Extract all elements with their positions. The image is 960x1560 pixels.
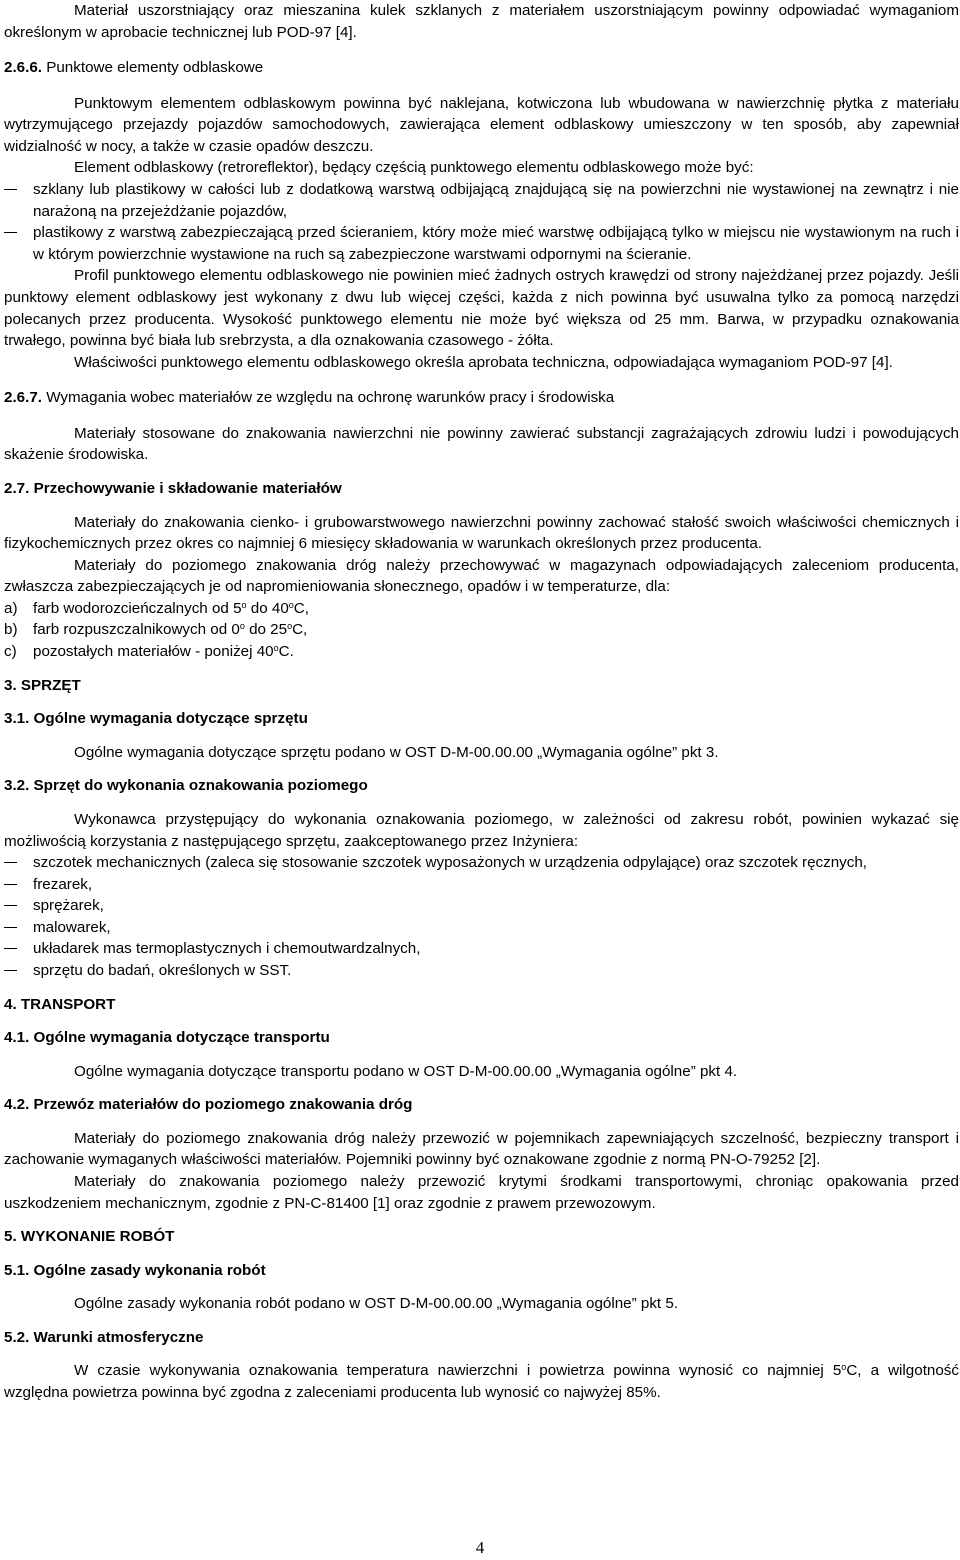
section-title: Przechowywanie i składowanie materiałów — [33, 479, 342, 497]
degree-sup: o — [287, 621, 293, 632]
section-number: 2.6.6. — [4, 59, 42, 77]
section-5-2-heading: 5.2. Warunki atmosferyczne — [4, 1328, 204, 1346]
paragraph: Materiały do poziomego znakowania dróg należy przechowywać w magazynach odpowiadających zaleceniom producenta, zwłaszcza zabezpieczających je od napromieniowania słonecznego, opadów i w temperaturze, dla: — [4, 556, 959, 596]
section-5-1-heading: 5.1. Ogólne zasady wykonania robót — [4, 1261, 266, 1279]
section-4-1-heading: 4.1. Ogólne wymagania dotyczące transportu — [4, 1029, 330, 1047]
page-number: 4 — [475, 1538, 485, 1557]
degree-sup: o — [241, 599, 247, 610]
temperature-list — [4, 598, 959, 663]
section-4-2-heading: 4.2. Przewóz materiałów do poziomego znakowania dróg — [4, 1096, 413, 1114]
list-marker: a) — [4, 599, 18, 617]
paragraph: Właściwości punktowego elementu odblaskowego określa aprobata techniczna, odpowiadająca wymaganiom POD-97 [4]. — [74, 353, 893, 371]
section-3-2-heading: 3.2. Sprzęt do wykonania oznakowania poziomego — [4, 777, 368, 795]
list-marker: c) — [4, 643, 17, 661]
list-item: sprzętu do badań, określonych w SST. — [4, 960, 959, 982]
paragraph: Ogólne wymagania dotyczące sprzętu podano w OST D-M-00.00.00 „Wymagania ogólne” pkt 3. — [74, 743, 719, 761]
paragraph-text: W czasie wykonywania oznakowania temperatura nawierzchni i powietrza powinna wynosić co najmniej 5 — [74, 1362, 842, 1380]
section-2-7-heading — [4, 478, 959, 500]
list-item: szczotek mechanicznych (zaleca się stosowanie szczotek wyposażonych w urządzenia odpylające) oraz szczotek ręcznych, — [4, 852, 959, 874]
list-marker: b) — [4, 621, 18, 639]
equipment-list — [4, 852, 959, 981]
list-text: farb rozpuszczalnikowych od 0 — [33, 621, 240, 639]
section-4-heading: 4. TRANSPORT — [4, 995, 116, 1013]
section-title: Punktowe elementy odblaskowe — [46, 59, 264, 77]
list-item: plastikowy z warstwą zabezpieczającą przed ścieraniem, który może mieć warstwę odbijającą tylko w miejscu nie wystawionym na ruch i w którym powierzchnie wystawione na ruch są zabezpieczone warstwami odpornymi na ścieranie. — [4, 222, 959, 265]
list-item — [4, 641, 959, 663]
paragraph: Materiały do poziomego znakowania dróg należy przewozić w pojemnikach zapewniających szczelność, bezpieczny transport i zachowanie wymaganych właściwości materiałów. Pojemniki powinny być oznakowane zgodnie z normą PN-O-79252 [2]. — [4, 1129, 959, 1169]
paragraph: Ogólne wymagania dotyczące transportu podano w OST D-M-00.00.00 „Wymagania ogólne” pkt 4. — [74, 1062, 738, 1080]
list-item: sprężarek, — [4, 895, 959, 917]
paragraph: Materiały stosowane do znakowania nawierzchni nie powinny zawierać substancji zagrażających zdrowiu ludzi i powodujących skażenie środowiska. — [4, 424, 959, 464]
dash-list — [4, 179, 959, 265]
paragraph: Materiały do znakowania poziomego należy przewozić krytymi środkami transportowymi, chroniąc opakowania przed uszkodzeniem mechanicznym, zgodnie z PN-C-81400 [1] oraz zgodnie z prawem przewozowym. — [4, 1173, 959, 1212]
list-item — [4, 598, 959, 620]
degree-sup: o — [841, 1362, 847, 1373]
list-item: frezarek, — [4, 874, 959, 896]
intro-paragraph: Materiał uszorstniający oraz mieszanina kulek szklanych z materiałem uszorstniającym powinny odpowiadać wymaganiom określonym w aprobacie technicznej lub POD-97 [4]. — [4, 2, 959, 41]
section-3-1-heading: 3.1. Ogólne wymagania dotyczące sprzętu — [4, 710, 308, 728]
paragraph: Punktowym elementem odblaskowym powinna być naklejana, kotwiczona lub wbudowana w nawierzchnię płytka z materiału wytrzymującego przejazdy pojazdów samochodowych, zawierająca element odblaskowy umieszczony w ten sposób, aby zapewniał widzialność w nocy, a także w czasie opadów deszczu. — [4, 94, 959, 155]
section-5-heading: 5. WYKONANIE ROBÓT — [4, 1228, 175, 1246]
section-2-6-7-heading — [4, 387, 959, 409]
list-item: malowarek, — [4, 917, 959, 939]
list-text: do 40 — [246, 599, 289, 617]
list-text: do 25 — [244, 621, 288, 639]
list-item: układarek mas termoplastycznych i chemoutwardzalnych, — [4, 938, 959, 960]
paragraph: Ogólne zasady wykonania robót podano w OST D-M-00.00.00 „Wymagania ogólne” pkt 5. — [74, 1295, 679, 1313]
list-text: C, — [293, 599, 309, 617]
degree-sup: o — [239, 621, 245, 632]
list-text: farb wodorozcieńczalnych od 5 — [33, 599, 242, 617]
degree-sup: o — [273, 643, 279, 654]
list-text: C, — [292, 621, 308, 639]
list-item — [4, 619, 959, 641]
paragraph: Wykonawca przystępujący do wykonania oznakowania poziomego, w zależności od zakresu robót, powinien wykazać się możliwością korzystania z następującego sprzętu, zaakceptowanego przez Inżyniera: — [4, 810, 959, 850]
list-item: szklany lub plastikowy w całości lub z dodatkową warstwą odbijającą znajdującą się na powierzchni nie wystawionej na zewnątrz i nie narażoną na przejeżdżanie pojazdów, — [4, 179, 959, 222]
paragraph: Materiały do znakowania cienko- i grubowarstwowego nawierzchni powinny zachować stałość swoich właściwości chemicznych i fizykochemicznych przez okres co najmniej 6 miesięcy składowania w warunkach określonych przez producenta. — [4, 513, 959, 553]
paragraph-text: C, a wilgotność względna powietrza powinna być zgodna z zaleceniami producenta lub wynosić co najwyżej 85%. — [4, 1362, 959, 1402]
list-text: C. — [278, 643, 294, 661]
paragraph: Element odblaskowy (retroreflektor), będący częścią punktowego elementu odblaskowego może być: — [74, 159, 754, 177]
list-text: pozostałych materiałów - poniżej 40 — [33, 643, 274, 661]
degree-sup: o — [288, 599, 294, 610]
paragraph: Profil punktowego elementu odblaskowego nie powinien mieć żadnych ostrych krawędzi od strony najeżdżanej przez pojazdy. Jeśli punktowy element odblaskowy jest wykonany z dwu lub więcej części, każda z nich powinna być usuwalna tylko za pomocą narzędzi polecanych przez producenta. Wysokość punktowego elementu nie może być większa od 25 mm. Barwa, w przypadku oznakowania trwałego, powinna być biała lub srebrzysta, a dla oznakowania czasowego - żółta. — [4, 267, 959, 350]
section-number: 2.7. — [4, 479, 30, 497]
section-3-heading: 3. SPRZĘT — [4, 676, 81, 694]
section-number: 2.6.7. — [4, 389, 42, 407]
section-title: Wymagania wobec materiałów ze względu na ochronę warunków pracy i środowiska — [46, 389, 615, 407]
section-2-6-6-heading — [4, 57, 959, 79]
paragraph — [4, 1360, 959, 1403]
document-page — [4, 0, 959, 1404]
